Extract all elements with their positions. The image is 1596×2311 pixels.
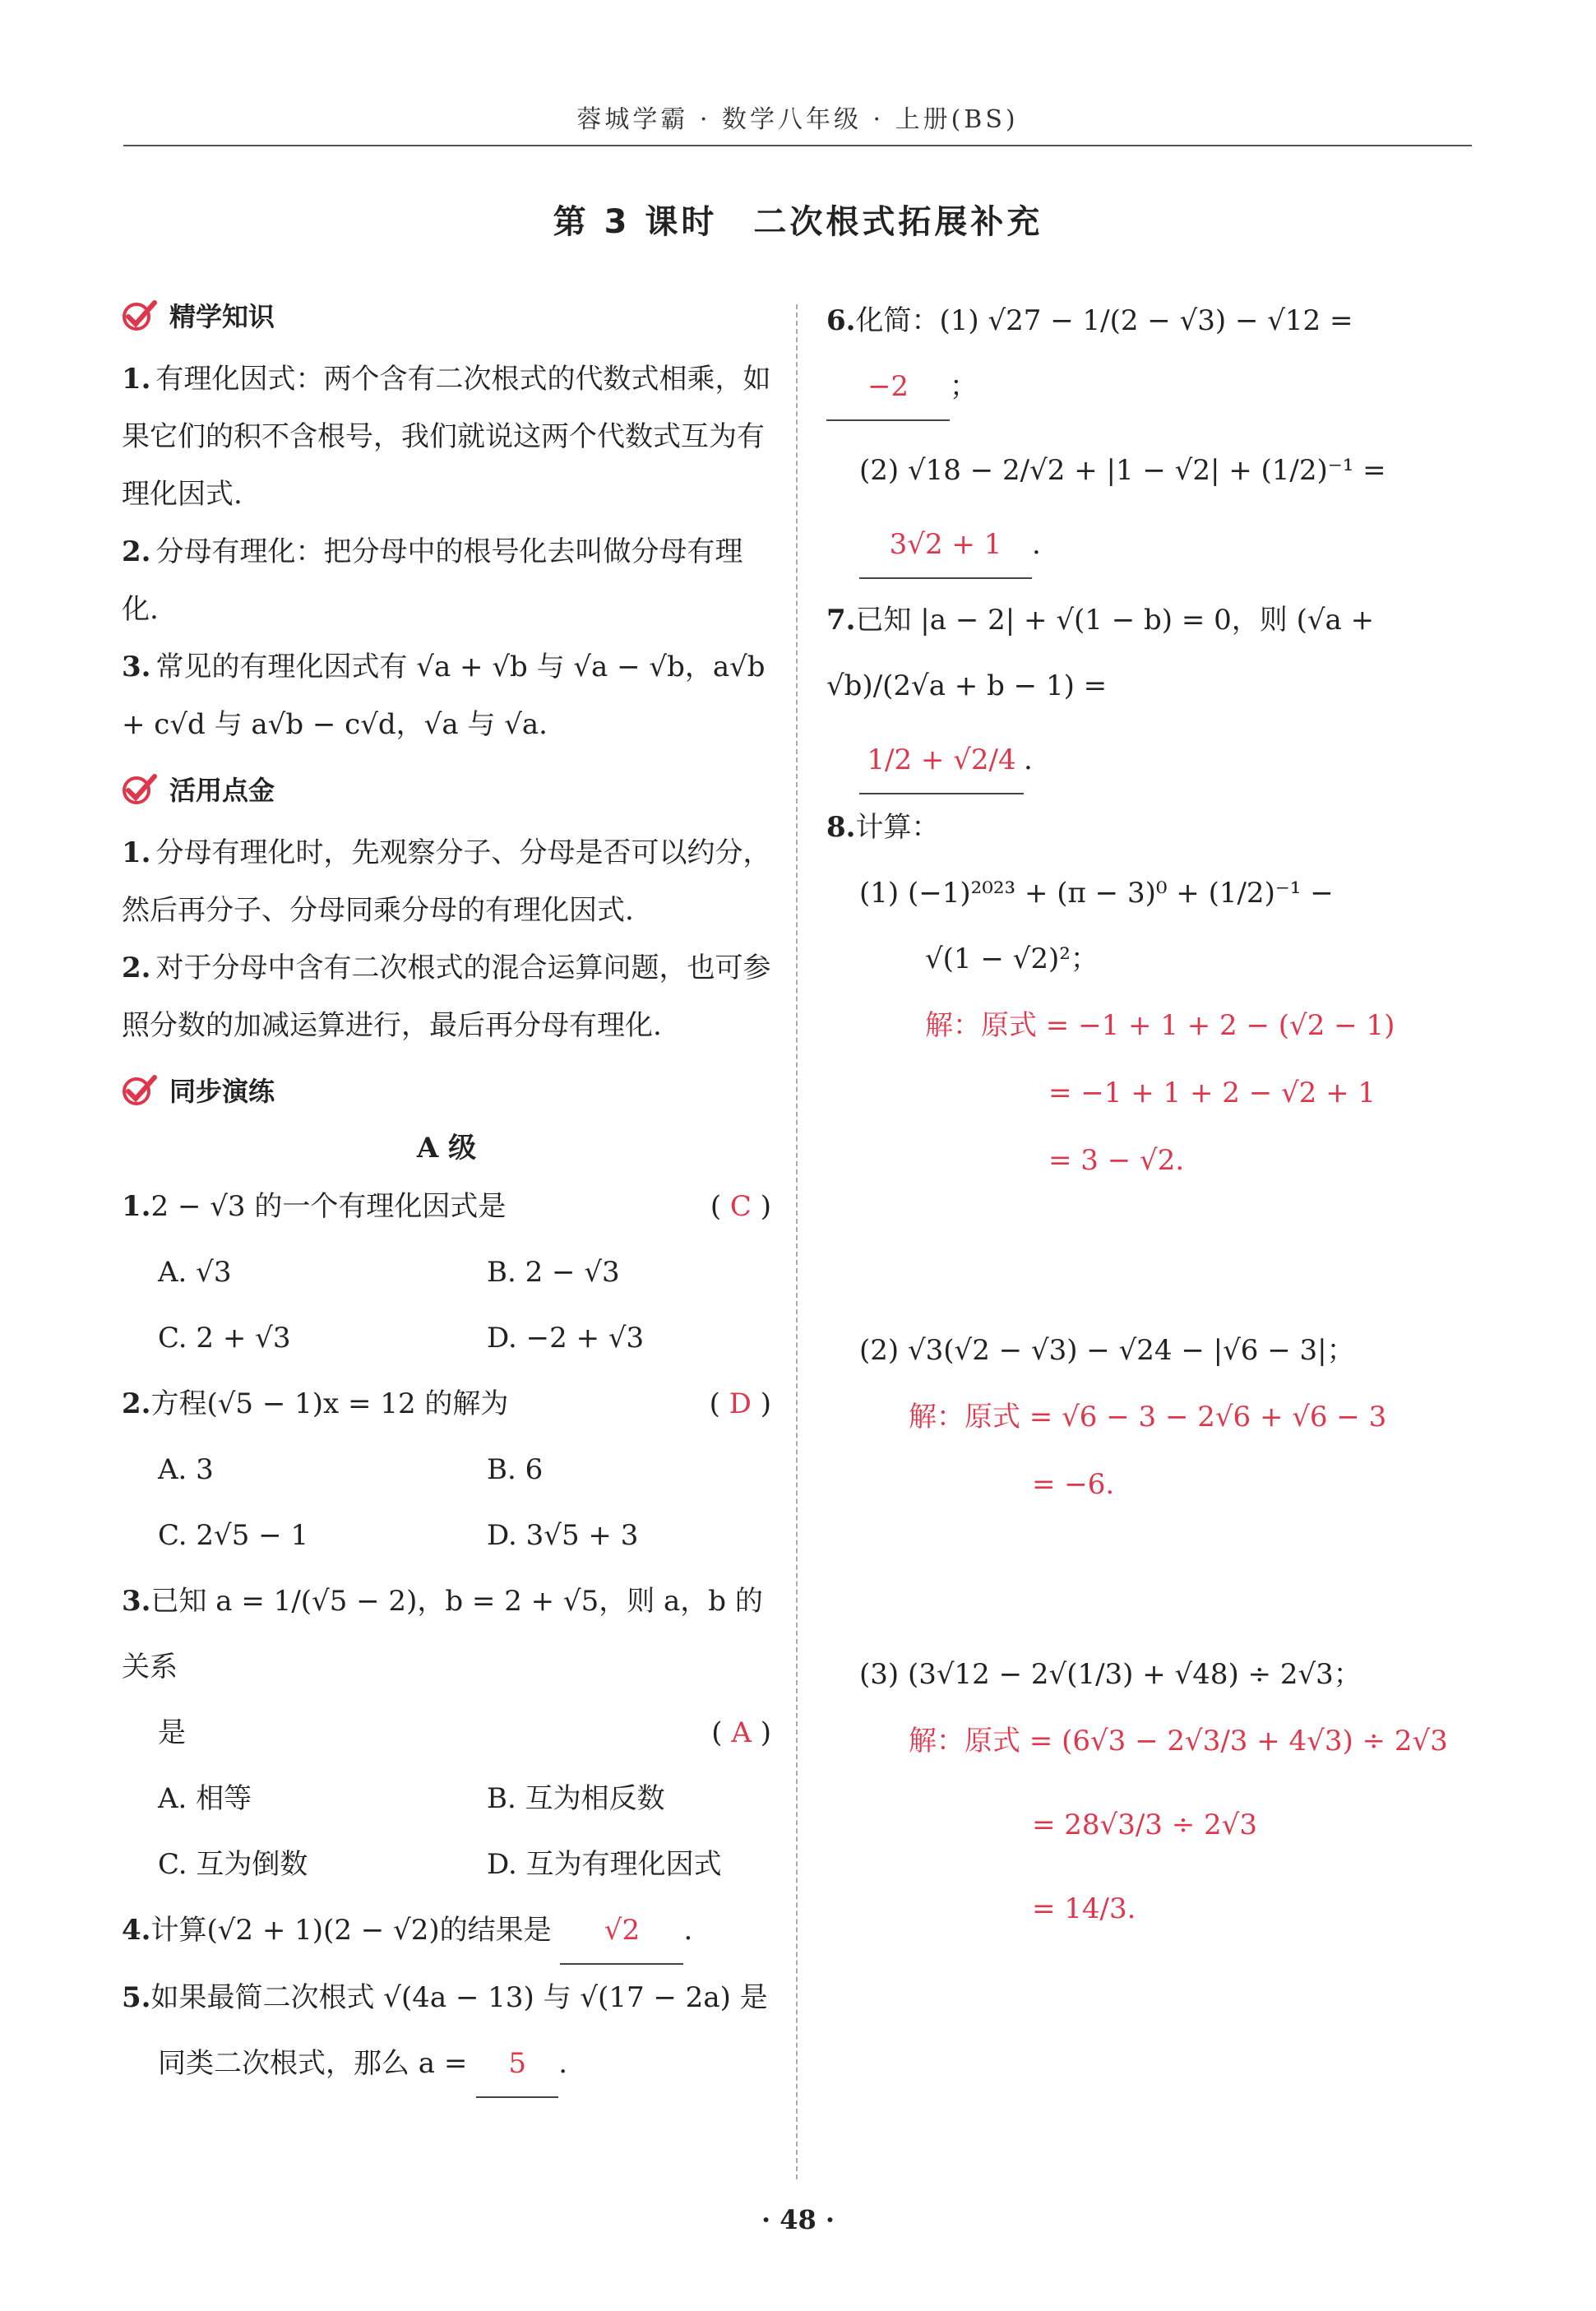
question-5: 5.如果最简二次根式 √(4a − 13) 与 √(17 − 2a) 是: [122, 1981, 768, 2014]
solution-line: = −1 + 1 + 2 − √2 + 1: [1048, 1077, 1376, 1109]
answer-blank: 3√2 + 1: [859, 512, 1032, 579]
option: C. 互为倒数: [158, 1848, 308, 1881]
answer-blank: −2: [826, 354, 950, 421]
solution-line: 解：原式 = (6√3 − 2√3/3 + 4√3) ÷ 2√3: [909, 1725, 1448, 1758]
solution-line: 解：原式 = −1 + 1 + 2 − (√2 − 1): [925, 1009, 1395, 1042]
answer-paren: ( C ): [710, 1190, 771, 1223]
knowledge-item: 3. 常见的有理化因式有 √a + √b 与 √a − √b，a√b + c√d 与 a√b − c√d，√a 与 √a.: [122, 651, 766, 741]
question-2: 2.方程(√5 − 1)x = 12 的解为 ( D ): [122, 1371, 771, 1437]
solution-line: = 3 − √2.: [1048, 1144, 1185, 1177]
answer-blank: 1/2 + √2/4: [859, 727, 1024, 794]
answer-paren: ( D ): [709, 1387, 771, 1420]
question-3: 3.已知 a = 1/(√5 − 2)，b = 2 + √5，则 a，b 的关系: [122, 1585, 763, 1683]
options: [122, 1766, 771, 1897]
section-tongbu: [122, 1071, 771, 1109]
solution-line: 解：原式 = √6 − 3 − 2√6 + √6 − 3: [909, 1401, 1387, 1433]
header-rule: [123, 145, 1472, 146]
answer-paren: ( A ): [711, 1716, 771, 1749]
answer-choice: D: [729, 1387, 752, 1420]
question-8-part2: (2) √3(√2 − √3) − √24 − |√6 − 3|；: [859, 1334, 1355, 1367]
option: B. 6: [487, 1453, 544, 1486]
solution-line: = 28√3/3 ÷ 2√3: [1032, 1809, 1257, 1841]
check-icon: [122, 1073, 158, 1106]
section-title: 精学知识: [169, 301, 275, 332]
knowledge-item: 2. 分母有理化：把分母中的根号化去叫做分母有理化.: [122, 535, 743, 626]
section-title: 活用点金: [169, 775, 275, 806]
question-8-part1: (1) (−1)²⁰²³ + (π − 3)⁰ + (1/2)⁻¹ −: [859, 877, 1334, 910]
option: A. 3: [158, 1453, 214, 1486]
option: A. 相等: [158, 1782, 252, 1815]
solution-line: = −6.: [1032, 1468, 1115, 1501]
check-icon: [122, 772, 158, 805]
answer-choice: A: [731, 1716, 752, 1749]
running-header: 蓉城学霸 · 数学八年级 · 上册(BS): [576, 105, 1019, 134]
question-1: 1.2 − √3 的一个有理化因式是 ( C ): [122, 1174, 771, 1239]
left-column: [122, 288, 771, 2098]
question-6: 6.化简：(1) √27 − 1/(2 − √3) − √12 = −2 ；: [826, 288, 1476, 421]
question-6-answer2: 3√2 + 1 .: [826, 512, 1476, 579]
answer-choice: C: [729, 1190, 752, 1223]
lesson-title: 第 3 课时 二次根式拓展补充: [553, 203, 1043, 241]
question-4: 4.计算(√2 + 1)(2 − √2)的结果是 √2 .: [122, 1897, 771, 1965]
section-title: 同步演练: [169, 1076, 275, 1107]
tip-item: 2. 对于分母中含有二次根式的混合运算问题，也可参照分数的加减运算进行，最后再分母有理化.: [122, 952, 771, 1042]
question-7: 7.已知 |a − 2| + √(1 − b) = 0，则 (√a + √b)/(2√a + b − 1) =: [826, 604, 1375, 702]
option: B. 2 − √3: [487, 1256, 620, 1289]
option: D. −2 + √3: [487, 1322, 645, 1355]
section-jingxue: [122, 296, 771, 334]
option: D. 互为有理化因式: [487, 1848, 722, 1881]
question-6-part2: (2) √18 − 2/√2 + |1 − √2| + (1/2)⁻¹ =: [859, 454, 1386, 487]
page-number: · 48 ·: [761, 2204, 835, 2235]
check-icon: [122, 299, 158, 331]
question-5-cont: 同类二次根式，那么 a = 5 .: [122, 2031, 771, 2098]
question-8: 8.计算：: [826, 811, 940, 844]
solution-line: = 14/3.: [1032, 1892, 1136, 1925]
section-huoyong: [122, 770, 771, 808]
right-column: [826, 288, 1476, 1943]
option: C. 2 + √3: [158, 1322, 291, 1355]
option: C. 2√5 − 1: [158, 1519, 309, 1552]
knowledge-item: 1. 有理化因式：两个含有二次根式的代数式相乘，如果它们的积不含根号，我们就说这两个代数式互为有理化因式.: [122, 363, 771, 511]
answer-blank: √2: [560, 1897, 683, 1965]
question-7-answer: 1/2 + √2/4 .: [826, 727, 1476, 794]
option: D. 3√5 + 3: [487, 1519, 639, 1552]
tip-item: 1. 分母有理化时，先观察分子、分母是否可以约分，然后再分子、分母同乘分母的有理化因式.: [122, 836, 771, 927]
answer-blank: 5: [476, 2031, 558, 2098]
question-8-part1-cont: √(1 − √2)²；: [925, 942, 1099, 975]
options: [122, 1239, 771, 1371]
option: B. 互为相反数: [487, 1782, 665, 1815]
question-8-part3: (3) (3√12 − 2√(1/3) + √48) ÷ 2√3；: [859, 1658, 1362, 1691]
level-label: A 级: [416, 1132, 477, 1165]
question-3-cont: 是 ( A ): [122, 1700, 771, 1766]
options: [122, 1437, 771, 1568]
option: A. √3: [158, 1256, 232, 1289]
